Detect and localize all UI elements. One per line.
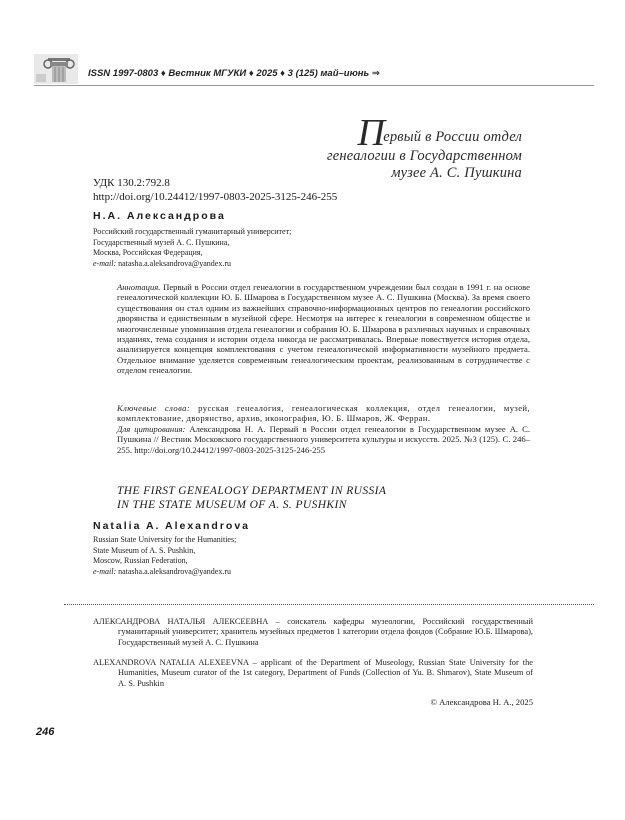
author-affiliation-ru xyxy=(93,227,291,269)
column-capital-icon xyxy=(34,54,78,84)
udk: УДК 130.2:792.8 xyxy=(93,177,170,189)
abstract-text: Первый в России отдел генеалогии в государственном учреждении был создан в 1991 г. на основе генеалогической коллекции Ю. Б. Шмарова в Государственном музее А. С. Пушкина (Москва). За время своего существования он стал одним из важнейших справочно-информационных центров по генеалогии российского дворянства и единственным в музейной сфере. Несмотря на интерес к генеалогии в современном обществе и многочисленные упоминания отдела генеалогии и собрания Ю. Б. Шмарова в различных научных и справочных изданиях, тема создания и истории отдела никогда не рассматривалась. Впервые повествуется история отдела, анализируется концепция комплектования с учетом генеалогической информативности музейного предмета. Отдельное внимание уделяется современным генеалогическим проектам, реализованным в сотрудничестве с отделом генеалогии. xyxy=(117,282,530,376)
abstract xyxy=(117,282,530,376)
email-label: e-mail: xyxy=(93,566,117,576)
email-link[interactable]: natasha.a.aleksandrova@yandex.ru xyxy=(118,258,231,268)
footnote-text: ALEXANDROVA NATALIA ALEXEEVNA – applicant of the Department of Museology, Russian State University for the Humanities, Museum curator of the 1st category, Department of Funds (Collection of Yu. B. Shmarov), State Museum of A. S. Pushkin xyxy=(93,658,533,688)
affiliation-line: Москва, Российская Федерация, xyxy=(93,248,203,257)
email-label: e-mail: xyxy=(93,258,117,268)
author-affiliation-en xyxy=(93,535,236,577)
separator: ♦ xyxy=(248,68,254,79)
title-line-1-rest: ервый в России отдел xyxy=(383,129,522,145)
article-title-en xyxy=(117,484,386,512)
year: 2025 xyxy=(256,68,278,79)
keywords xyxy=(117,403,530,424)
email-link[interactable]: natasha.a.aleksandrova@yandex.ru xyxy=(118,566,231,576)
affiliation-line: Государственный музей А. С. Пушкина, xyxy=(93,237,230,247)
article-title-ru xyxy=(326,112,522,182)
affiliation-line: State Museum of A. S. Pushkin, xyxy=(93,545,196,555)
author-name-en: Natalia A. Alexandrova xyxy=(93,520,251,532)
footnote-divider xyxy=(64,604,594,605)
keywords-text: русская генеалогия, генеалогическая коллекция, отдел генеалогии, музей, комплектование, дворянство, архив, иконография, Ю. Б. Шмаров, Ж. Ферран. xyxy=(117,403,530,424)
footnote-text: АЛЕКСАНДРОВА НАТАЛЬЯ АЛЕКСЕЕВНА – соискатель кафедры музеологии, Российский государственный гуманитарный университет; хранитель музейных предметов 1 категории отдела фондов (Собрание Ю.Б. Шмарова), Государственный музей А. С. Пушкина xyxy=(93,617,533,647)
running-header xyxy=(88,68,380,79)
affiliation-line: Russian State University for the Humanities; xyxy=(93,535,237,544)
author-name-ru: Н.А. Александрова xyxy=(93,210,226,222)
journal-logo xyxy=(34,54,78,84)
citation-label: Для цитирования: xyxy=(117,424,186,434)
title-line-3: музее А. С. Пушкина xyxy=(391,165,522,181)
journal-name: Вестник МГУКИ xyxy=(168,68,247,79)
affiliation-line: Moscow, Russian Federation, xyxy=(93,556,188,565)
author-footnote-en xyxy=(93,658,533,689)
title-line-2: генеалогии в Государственном xyxy=(326,148,522,164)
header-divider xyxy=(34,85,594,86)
title-drop-cap: П xyxy=(357,112,386,154)
issn: ISSN 1997-0803 xyxy=(88,68,159,79)
author-footnote-ru xyxy=(93,617,533,648)
abstract-label: Аннотация. xyxy=(117,282,161,292)
issue: 3 (125) май–июнь xyxy=(287,68,370,79)
separator: ♦ xyxy=(280,68,286,79)
citation xyxy=(117,424,530,455)
affiliation-line: Российский государственный гуманитарный университет; xyxy=(93,227,292,236)
title-line-1 xyxy=(327,112,522,154)
arrow-icon: ⇒ xyxy=(371,68,380,79)
title-en-line-2: IN THE STATE MUSEUM OF A. S. PUSHKIN xyxy=(117,499,347,511)
copyright: © Александрова Н. А., 2025 xyxy=(430,697,533,707)
title-en-line-1: THE FIRST GENEALOGY DEPARTMENT IN RUSSIA xyxy=(117,485,387,497)
citation-text: Александрова Н. А. Первый в России отдел генеалогии в Государственном музее А. С. Пушкина // Вестник Московского государственного университета культуры и искусств. 2025. №3 (125). С. 246–255. http://doi.org/10.24412/1997-0803-2025-3125-246-255 xyxy=(117,424,530,455)
email-line xyxy=(93,567,236,578)
doi-link[interactable]: http://doi.org/10.24412/1997-0803-2025-3125-246-255 xyxy=(93,191,338,203)
separator: ♦ xyxy=(160,68,166,79)
keywords-label: Ключевые слова: xyxy=(117,403,191,413)
email-line xyxy=(93,259,291,270)
page-number: 246 xyxy=(36,726,55,738)
